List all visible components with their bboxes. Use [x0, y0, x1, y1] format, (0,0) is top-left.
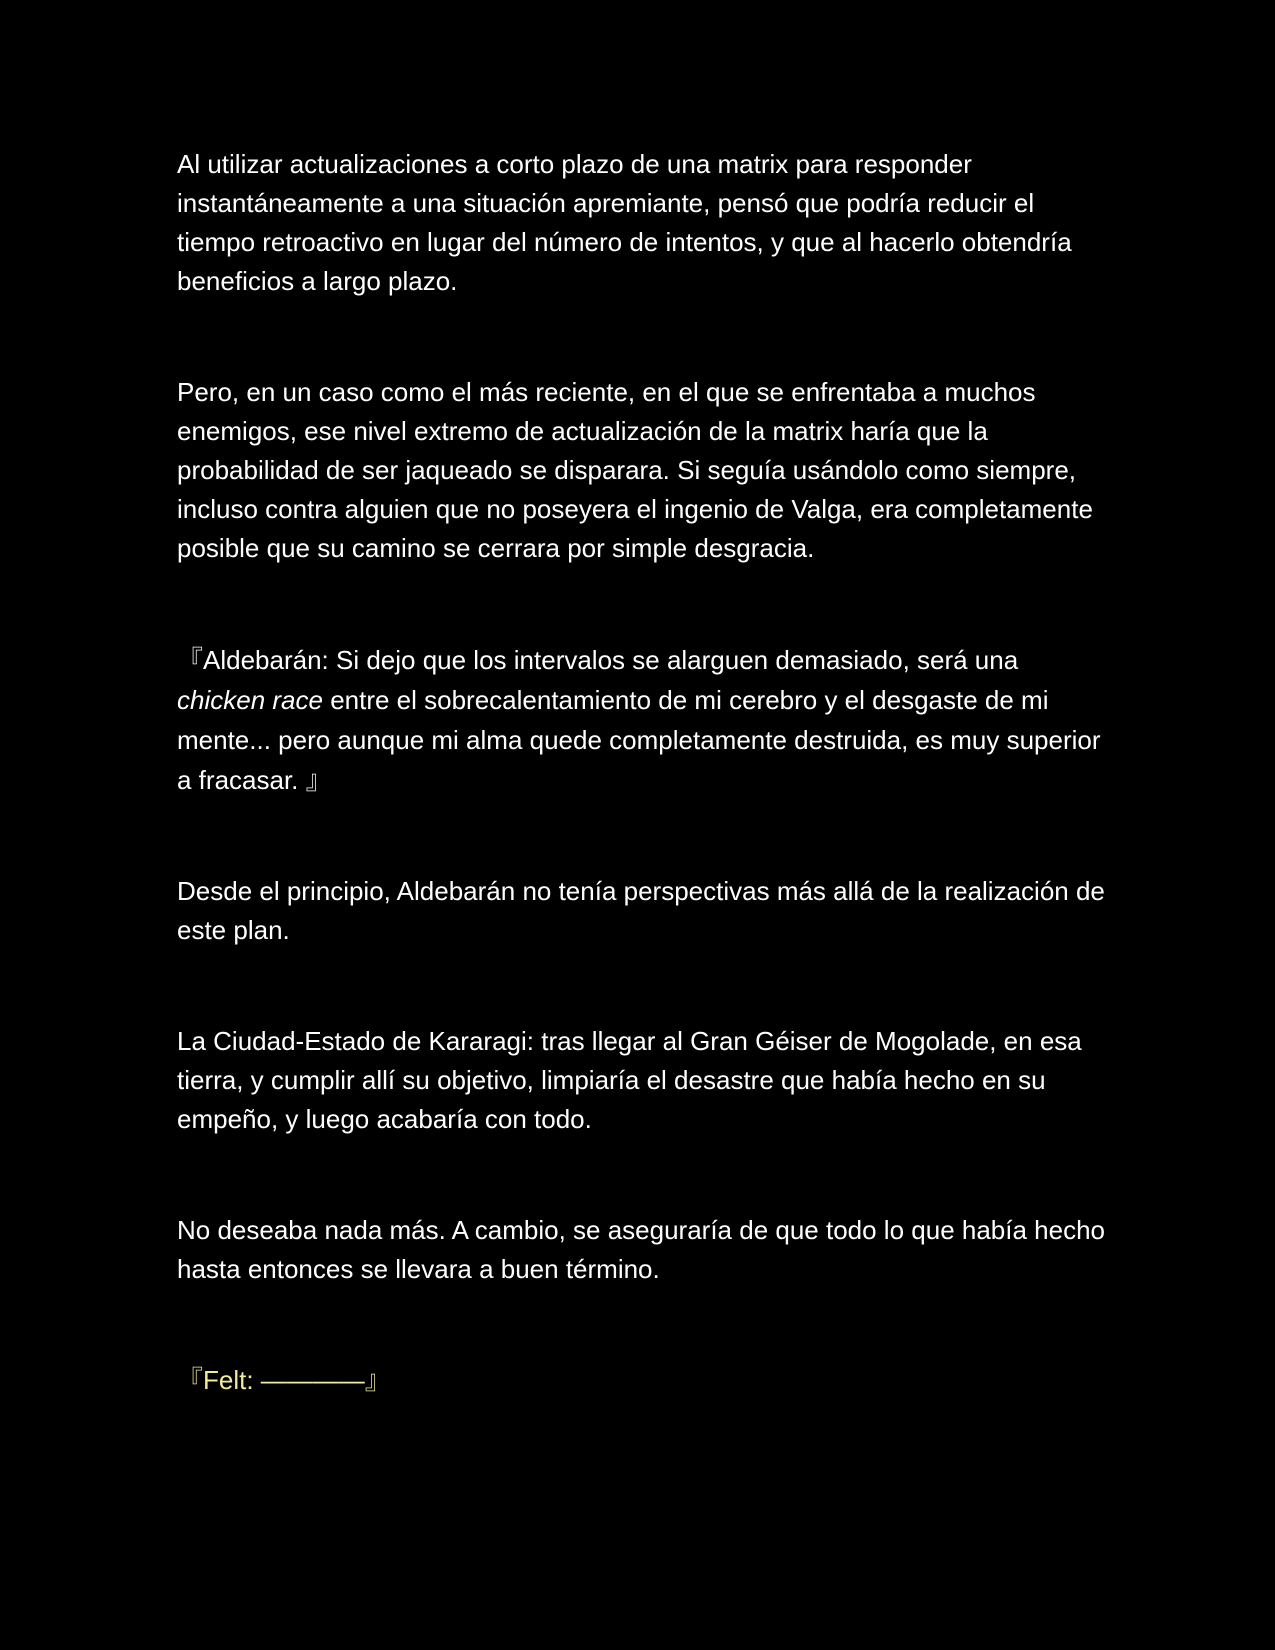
paragraph-3: Desde el principio, Aldebarán no tenía perspectivas más allá de la realización de este plan. — [177, 876, 1105, 945]
felt-dialogue: 『Felt: ————』 — [177, 1365, 391, 1395]
paragraph-1: Al utilizar actualizaciones a corto plazo de una matrix para responder instantáneamente a una situación apremiante, pensó que podría reducir el tiempo retroactivo en lugar del número de intentos, y que al hacerlo obtendría beneficios a largo plazo. — [177, 149, 1072, 296]
document-body — [177, 145, 1107, 1400]
aldebaran-dialogue-end: entre el sobrecalentamiento de mi cerebro y el desgaste de mi mente... pero aunque mi alma quede completamente destruida, es muy superior a fracasar. 』 — [177, 685, 1101, 795]
paragraph-5: No deseaba nada más. A cambio, se aseguraría de que todo lo que había hecho hasta entonces se llevara a buen término. — [177, 1215, 1106, 1284]
aldebaran-dialogue — [177, 640, 1107, 800]
aldebaran-dialogue-italic: chicken race — [177, 685, 323, 715]
aldebaran-dialogue-start: 『Aldebarán: Si dejo que los intervalos se alarguen demasiado, será una — [177, 645, 1019, 675]
paragraph-2: Pero, en un caso como el más reciente, en el que se enfrentaba a muchos enemigos, ese nivel extremo de actualización de la matrix haría que la probabilidad de ser jaqueado se disparara. Si seguía usándolo como siempre, incluso contra alguien que no poseyera el ingenio de Valga, era completamente posible que su camino se cerrara por simple desgracia. — [177, 377, 1093, 563]
paragraph-4: La Ciudad-Estado de Kararagi: tras llegar al Gran Géiser de Mogolade, en esa tierra, y cumplir allí su objetivo, limpiaría el desastre que había hecho en su empeño, y luego acabaría con todo. — [177, 1026, 1082, 1134]
